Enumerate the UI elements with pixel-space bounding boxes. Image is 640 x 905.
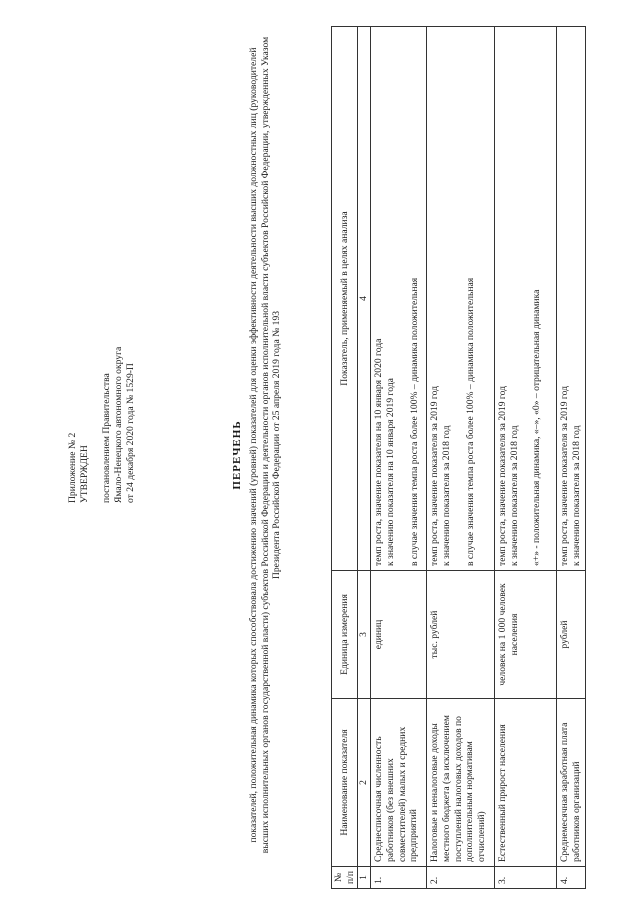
row-number: 1. [371, 867, 427, 889]
column-number: 2 [358, 699, 371, 867]
decree-line-3: от 24 декабря 2020 года № 1529-П [124, 363, 136, 503]
dynamics-condition: в случае значения темпа роста более 100% – динамика положительная [464, 277, 476, 566]
indicators-table [331, 26, 586, 889]
column-number: 4 [358, 27, 371, 571]
header-number: № п/п [332, 867, 358, 889]
column-number: 3 [358, 571, 371, 699]
formula-line: темп роста, значение показателя на 10 января 2020 года [373, 338, 385, 566]
analysis-cell [371, 27, 427, 571]
header-indicator-name: Наименование показателя [332, 699, 358, 867]
document-title: ПЕРЕЧЕНЬ [231, 420, 243, 490]
column-number-row [358, 27, 371, 889]
indicator-name: Естественный прирост населения [495, 699, 557, 867]
analysis-cell [495, 27, 557, 571]
approval-block [67, 73, 137, 503]
header-analysis-indicator: Показатель, применяемый в целях анализа [332, 27, 358, 571]
unit-of-measure: рублей [557, 571, 585, 699]
appendix-label: Приложение № 2 [67, 432, 78, 503]
formula-line: к значению показателя за 2018 год [508, 425, 520, 566]
formula-line: к значению показателя на 10 января 2019 года [384, 378, 396, 566]
indicator-name: Среднемесячная заработная плата работников организаций [557, 699, 585, 867]
unit-of-measure: тыс. рублей [427, 571, 495, 699]
table-row [371, 27, 427, 889]
document-subtitle: показателей, положительная динамика которых способствовала достижению значений (уровней) показателей для оценки эффективности деятельности высших должностных лиц (руководителей высших исполнительных органов государственной власти) субъектов Российской Федерации и деятельности органов исполнительной власти субъектов Российской Федерации, утвержденных Указом Президента Российской Федерации от 25 апреля 2019 года № 193 [248, 36, 283, 854]
rotated-document-page [35, 15, 635, 895]
formula-line: темп роста, значение показателя за 2019 год [429, 386, 441, 566]
analysis-cell [557, 27, 585, 571]
table-row [427, 27, 495, 889]
header-unit: Единица измерения [332, 571, 358, 699]
indicator-name: Среднесписочная численность работников (без внешних совместителей) малых и средних предприятий [371, 699, 427, 867]
decree-line-2: Ямало-Ненецкого автономного округа [113, 346, 125, 503]
unit-of-measure: единиц [371, 571, 427, 699]
row-number: 3. [495, 867, 557, 889]
approved-label: УТВЕРЖДЕН [78, 445, 90, 503]
dynamics-condition: в случае значения темпа роста более 100% – динамика положительная [408, 277, 420, 566]
table-row [557, 27, 585, 889]
indicator-name: Налоговые и неналоговые доходы местного бюджета (за исключением поступлений налоговых доходов по дополнительным нормативам отчислений) [427, 699, 495, 867]
table-header-row [332, 27, 358, 889]
table-row [495, 27, 557, 889]
formula-line: к значению показателя за 2018 год [570, 425, 582, 566]
row-number: 4. [557, 867, 585, 889]
column-number: 1 [358, 867, 371, 889]
formula-line: темп роста, значение показателя за 2019 год [497, 386, 509, 566]
decree-line-1: постановлением Правительства [101, 373, 113, 503]
unit-of-measure: человек на 1 000 человек населения [495, 571, 557, 699]
analysis-cell [427, 27, 495, 571]
dynamics-condition: «+» - положительная динамика, «–», «0» – отрицательная динамика [530, 289, 542, 566]
formula-line: к значению показателя за 2018 год [440, 425, 452, 566]
row-number: 2. [427, 867, 495, 889]
formula-line: темп роста, значение показателя за 2019 год [559, 386, 571, 566]
